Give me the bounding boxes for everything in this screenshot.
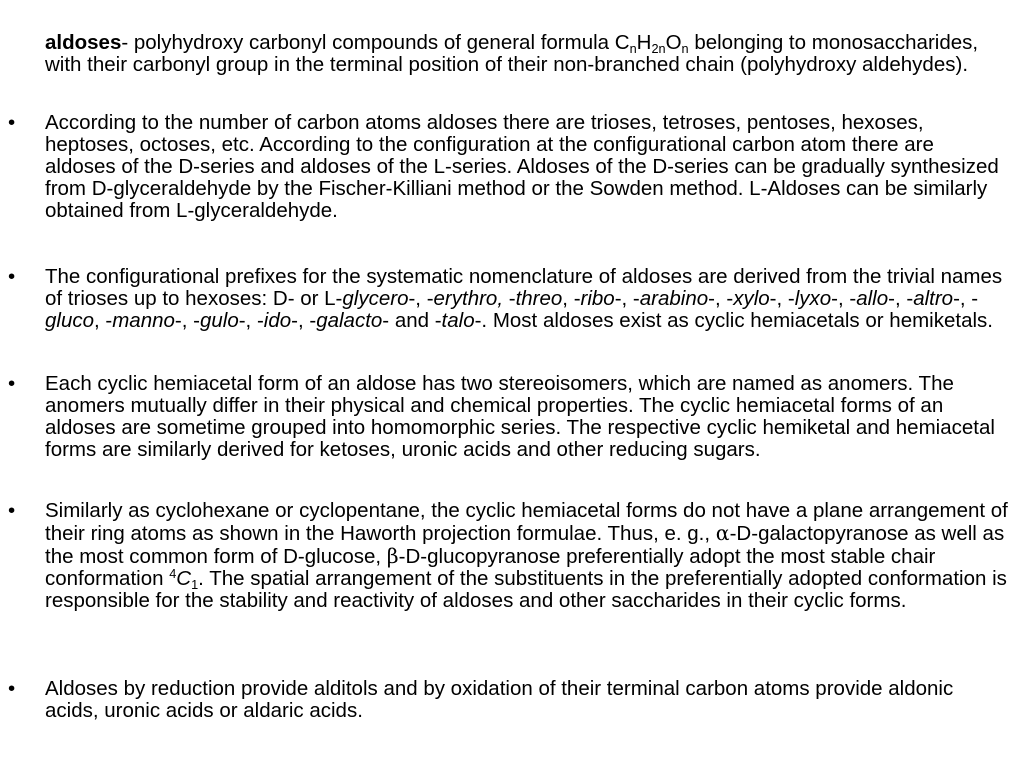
bullet-text: Similarly as cyclohexane or cyclopentane, the cyclic hemiacetal forms do not have a plane arrangement of their ring atoms as shown in the Haworth projection formulae. Thus, e. g., α-D-galactopyranose as well as the most common form of D-glucose, β-D-glucopyranose preferentially adopt the most stable chair conformation $^4C_1$. The spatial arrangement of the substituents in the preferentially adopted conformation is responsible for the stability and reactivity of aldoses and other saccharides in their cyclic forms.: [45, 499, 1008, 612]
formula-sub-2n: 2n: [651, 40, 666, 56]
bullet-text: According to the number of carbon atoms aldoses there are trioses, tetroses, pentoses, hexoses, heptoses, octoses, etc. According to the configuration at the configurational carbon atom there are aldoses of the D-series and aldoses of the L-series. Aldoses of the D-series can be gradually synthesized from D-glyceraldehyde by the Fischer-Killiani method or the Sowden method. L-Aldoses can be similarly obtained from L-glyceraldehyde.: [45, 111, 999, 222]
bullet-icon: •: [8, 499, 16, 522]
bullet-item-anomers: [8, 372, 1010, 461]
bullet-text: Aldoses by reduction provide alditols and by oxidation of their terminal carbon atoms provide aldonic acids, uronic acids or aldaric acids.: [45, 677, 954, 722]
intro-rest: belonging to monosaccharides, with their carbonyl group in the terminal position of their non-branched chain (polyhydroxy aldehydes).: [45, 31, 979, 76]
intro-paragraph: [45, 32, 1010, 76]
bullet-icon: •: [8, 111, 16, 134]
formula-h: H: [636, 31, 652, 54]
bullet-item-carbon-count: [8, 111, 1010, 222]
intro-lead: - polyhydroxy carbonyl compounds of general formula C: [121, 31, 630, 54]
formula-o: O: [665, 31, 682, 54]
term-aldoses: aldoses: [45, 31, 122, 54]
formula-sub-n: n: [629, 40, 637, 56]
bullet-item-prefixes: [8, 265, 1010, 332]
bullet-icon: •: [8, 372, 16, 395]
bullet-text: Each cyclic hemiacetal form of an aldose has two stereoisomers, which are named as anomers. The anomers mutually differ in their physical and chemical properties. The cyclic hemiacetal forms of an aldoses are sometime grouped into homomorphic series. The respective cyclic hemiketal and hemiacetal forms are similarly derived for ketoses, uronic acids and other reducing sugars.: [45, 372, 995, 461]
bullet-text: The configurational prefixes for the systematic nomenclature of aldoses are derived from the trivial names of trioses up to hexoses: D- or L-glycero-, -erythro, -threo, -ribo-, -arabino-, -xylo-, -lyxo-, -allo-, -altro-, -gluco, -manno-, -gulo-, -ido-, -galacto- and -talo-. Most aldoses exist as cyclic hemiacetals or hemiketals.: [45, 265, 1003, 332]
bullet-icon: •: [8, 265, 16, 288]
beta-symbol: β: [386, 544, 399, 568]
bullet-icon: •: [8, 677, 16, 700]
bullet-item-reduction-oxidation: [8, 677, 1010, 722]
bullet-item-conformation: [8, 499, 1010, 612]
formula-sub-n: n: [681, 40, 689, 56]
alpha-symbol: α: [715, 521, 730, 545]
